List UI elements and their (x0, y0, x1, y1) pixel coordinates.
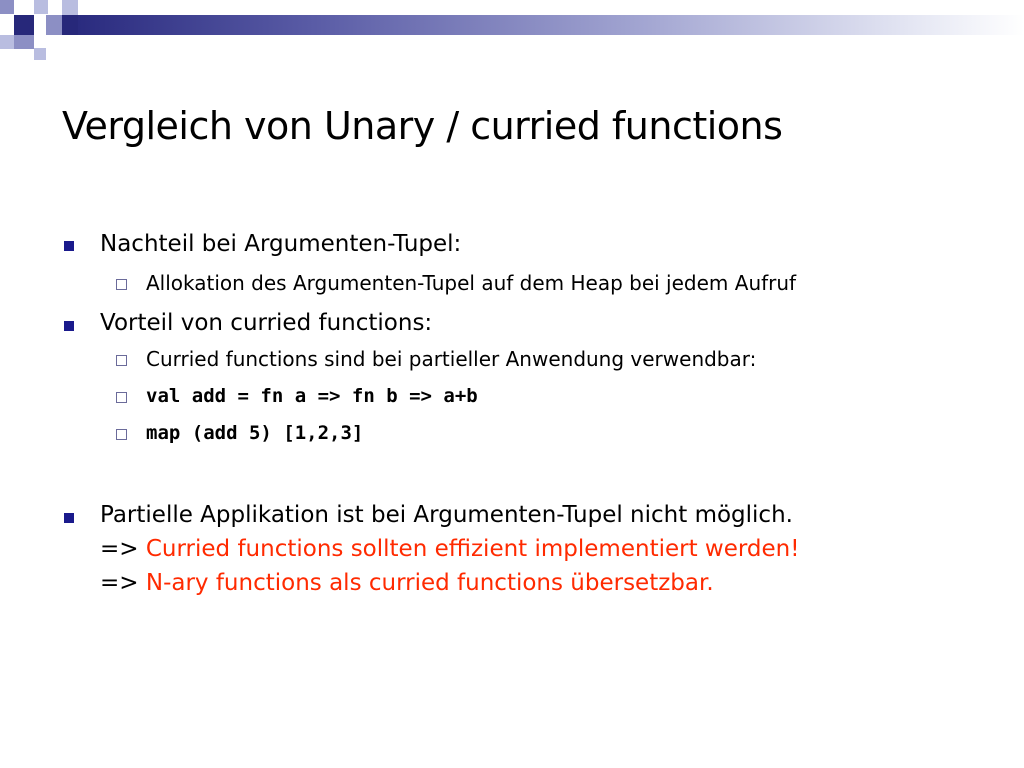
bullet-square-icon (64, 513, 74, 523)
bullet-text: Nachteil bei Argumenten-Tupel: (100, 231, 462, 257)
code-snippet: map (add 5) [1,2,3] (146, 422, 364, 444)
slide-title: Vergleich von Unary / curried functions (62, 104, 783, 148)
highlight-text: N-ary functions als curried functions übersetzbar. (145, 570, 714, 596)
decor-square (14, 15, 34, 35)
conclusion-line (100, 536, 799, 562)
hollow-square-icon (116, 392, 127, 403)
decor-square (62, 15, 78, 35)
header-gradient-bar (78, 15, 1024, 35)
decor-square (34, 48, 46, 60)
decor-square (62, 0, 78, 15)
highlight-text: Curried functions sollten effizient implementiert werden! (145, 536, 800, 562)
bullet-text: Vorteil von curried functions: (100, 310, 433, 336)
decor-square (0, 35, 14, 49)
decor-square (14, 35, 34, 49)
hollow-square-icon (116, 279, 127, 290)
bullet-square-icon (64, 241, 74, 251)
conclusion-line (100, 570, 714, 596)
bullet-text: Partielle Applikation ist bei Argumenten-Tupel nicht möglich. (100, 502, 793, 528)
code-snippet: val add = fn a => fn b => a+b (146, 385, 478, 407)
decor-square (34, 0, 48, 14)
arrow-prefix: => (100, 536, 146, 562)
bullet-square-icon (64, 321, 74, 331)
hollow-square-icon (116, 355, 127, 366)
sub-bullet-text: Curried functions sind bei partieller Anwendung verwendbar: (146, 347, 757, 371)
sub-bullet-text: Allokation des Argumenten-Tupel auf dem Heap bei jedem Aufruf (146, 271, 797, 295)
decor-square (0, 0, 14, 14)
arrow-prefix: => (100, 570, 146, 596)
decor-square (46, 15, 62, 35)
hollow-square-icon (116, 429, 127, 440)
